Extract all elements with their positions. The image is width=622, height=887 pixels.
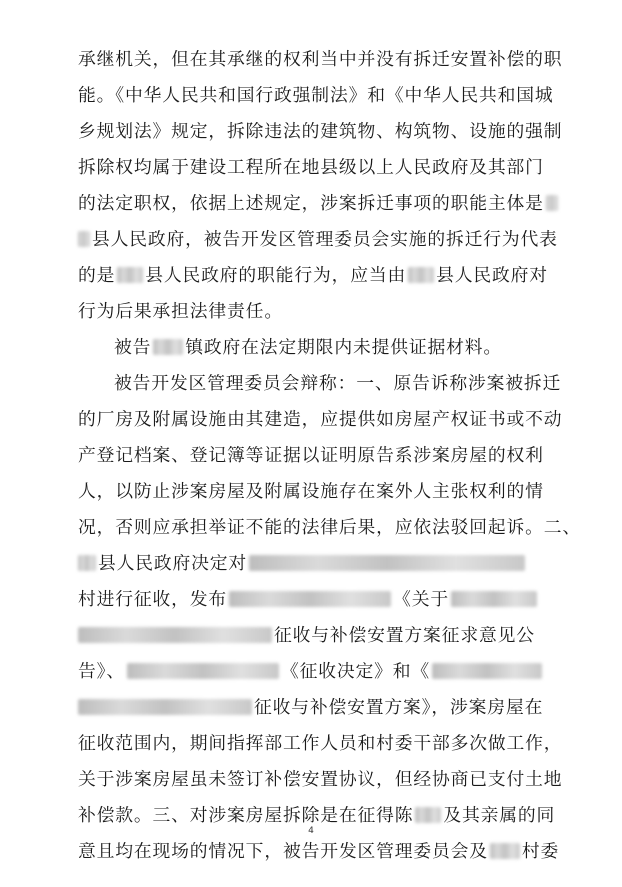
text-segment: 征收范围内，期间指挥部工作人员和村委干部多次做工作， (78, 733, 563, 754)
text-segment: 村进行征收，发布 (78, 589, 228, 610)
body-line-12 (78, 446, 548, 466)
text-segment: 的是 (78, 265, 116, 286)
body-line-8 (78, 302, 548, 322)
text-segment: 被告开发区管理委员会辩称：一、原告诉称涉案被拆迁 (114, 373, 562, 394)
body-line-1 (78, 49, 563, 70)
redacted-name (490, 843, 520, 859)
text-segment: 征收与补偿安置方案征求意见公 (274, 625, 535, 646)
body-line-2 (78, 85, 554, 106)
body-line-9 (114, 338, 548, 358)
body-line-6 (78, 229, 558, 250)
body-line-4 (78, 158, 548, 178)
text-segment: 乡规划法》规定，拆除违法的建筑物、构筑物、设施的强制 (78, 121, 563, 142)
text-segment: 能。《中华人民共和国行政强制法》和《中华人民共和国城 (78, 85, 554, 106)
body-line-17 (78, 626, 548, 646)
text-segment: 况，否则应承担举证不能的法律后果，应依法驳回起诉。二、 (78, 517, 582, 538)
redacted-name (78, 555, 96, 571)
text-segment: 拆除权均属于建设工程所在地县级以上人民政府及其部门 (78, 157, 544, 178)
text-segment: 《关于 (393, 589, 449, 610)
text-segment: 村委 (521, 841, 560, 862)
body-line-19 (78, 698, 548, 718)
body-line-3 (78, 121, 563, 142)
text-segment: 告》、 (78, 661, 125, 682)
text-segment: 行为后果承担法律责任。 (78, 301, 283, 322)
text-segment: 镇政府在法定期限内未提供证据材料。 (185, 337, 502, 358)
text-segment: 的法定职权，依据上述规定，涉案拆迁事项的职能主体是 (78, 193, 544, 214)
text-segment: 县人民政府，被告开发区管理委员会实施的拆迁行为代表 (92, 229, 558, 250)
body-line-10 (114, 373, 562, 394)
text-segment: 意且均在现场的情况下，被告开发区管理委员会及 (78, 841, 488, 862)
body-line-21 (78, 769, 563, 790)
redacted-name (408, 267, 434, 283)
page-number: 4 (308, 826, 314, 836)
text-segment: 产登记档案、登记簿等证据以证明原告系涉案房屋的权利 (78, 445, 544, 466)
redacted-name (451, 591, 537, 607)
text-segment: 征收与补偿安置方案》，涉案房屋在 (254, 697, 544, 718)
body-line-22 (78, 805, 556, 826)
text-segment: 被告 (114, 337, 152, 358)
body-line-14 (78, 517, 582, 538)
text-segment: 及其亲属的同 (443, 805, 556, 826)
body-line-18 (78, 662, 548, 682)
body-line-13 (78, 482, 548, 502)
text-segment: 关于涉案房屋虽未签订补偿安置协议，但经协商已支付土地 (78, 769, 563, 790)
redacted-name (78, 627, 272, 643)
text-segment: 人，以防止涉案房屋及附属设施存在案外人主张权利的情 (78, 481, 544, 502)
redacted-name (78, 231, 90, 247)
text-segment: 县人民政府对 (436, 265, 548, 286)
body-line-16 (78, 590, 548, 610)
redacted-name (127, 663, 279, 679)
body-line-20 (78, 733, 563, 754)
body-line-15 (78, 554, 548, 574)
text-segment: 县人民政府的职能行为，应当由 (145, 265, 407, 286)
text-segment: 补偿款。三、对涉案房屋拆除是在征得陈 (78, 805, 414, 826)
body-line-23 (78, 841, 560, 862)
body-line-5 (78, 194, 548, 214)
redacted-name (78, 699, 252, 715)
text-segment: 承继机关，但在其承继的权利当中并没有拆迁安置补偿的职 (78, 49, 563, 70)
redacted-name (415, 807, 441, 823)
redacted-name (117, 267, 143, 283)
body-line-7 (78, 266, 548, 286)
redacted-name (229, 591, 391, 607)
redacted-name (546, 195, 558, 211)
text-segment: 的厂房及附属设施由其建造，应提供如房屋产权证书或不动 (78, 409, 563, 430)
redacted-name (432, 663, 542, 679)
text-segment: 县人民政府决定对 (98, 553, 248, 574)
redacted-name (153, 339, 183, 355)
body-line-11 (78, 409, 563, 430)
redacted-name (249, 555, 525, 571)
text-segment: 《征收决定》和《 (281, 661, 431, 682)
